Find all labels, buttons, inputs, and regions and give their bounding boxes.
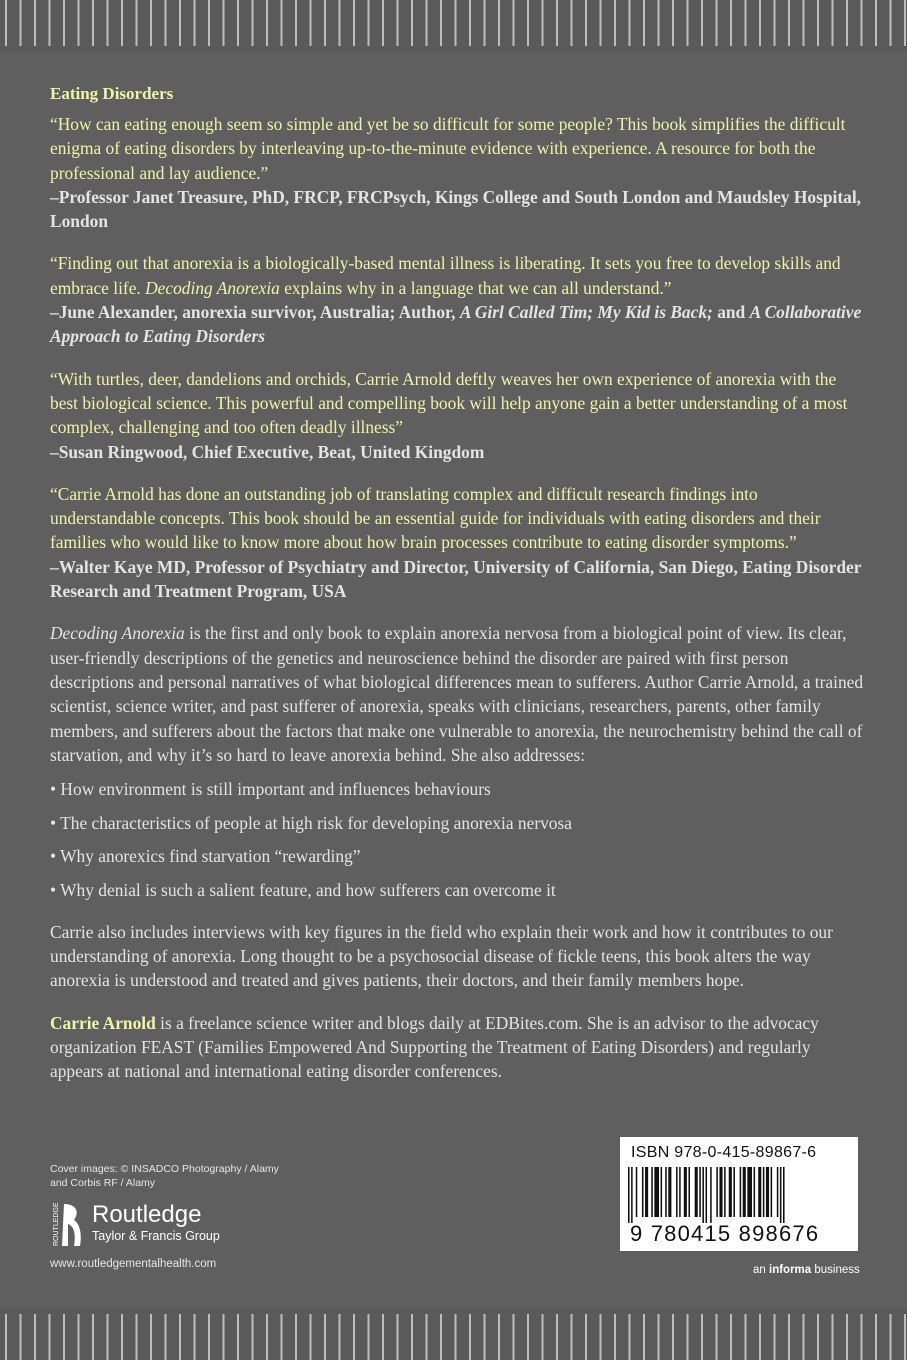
barcode-bar (651, 1167, 653, 1217)
barcode-bar (706, 1167, 708, 1223)
top-tick-border (0, 0, 907, 52)
cover-image-credits: Cover images: © INSADCO Photography / Alamy and Corbis RF / Alamy (50, 1163, 279, 1189)
barcode (628, 1167, 850, 1223)
barcode-bar (743, 1167, 746, 1217)
barcode-panel (620, 1137, 858, 1251)
barcode-bar (740, 1167, 742, 1217)
barcode-bar (661, 1167, 663, 1217)
barcode-bar (783, 1167, 785, 1223)
barcode-bar (780, 1167, 782, 1223)
barcode-bar (695, 1167, 698, 1217)
barcode-bar (668, 1167, 671, 1217)
quote-2-attribution: –June Alexander, anorexia survivor, Australia; Author, A Girl Called Tim; My Kid is Back; and A Collaborative Approach to Eating Disorders (50, 302, 862, 347)
barcode-bar (766, 1167, 769, 1217)
bottom-tick-border (0, 1308, 907, 1360)
barcode-bar (729, 1167, 732, 1217)
barcode-digits: 9 780415 898676 (630, 1221, 820, 1246)
publisher-subtitle: Taylor & Francis Group (92, 1229, 220, 1243)
logo-vertical-text: ROUTLEDGE (53, 1202, 60, 1246)
barcode-bar (724, 1167, 726, 1217)
publisher-website: www.routledgementalhealth.com (50, 1258, 217, 1270)
list-item: • Why anorexics find starvation “rewarding” (50, 846, 361, 867)
barcode-bar (763, 1167, 765, 1217)
author-bio: Carrie Arnold is a freelance science writer and blogs daily at EDBites.com. She is an advisor to the advocacy organization FEAST (Families Empowered And Supporting the Treatment of Eating Disorders) and regularly appears at national and international eating disorder conferences. (50, 1012, 819, 1082)
barcode-bar (754, 1167, 756, 1217)
barcode-bar (654, 1167, 659, 1217)
quote-4-text: “Carrie Arnold has done an outstanding job of translating complex and difficult research findings into understandable concepts. This book should be an essential guide for individuals with eating disorders and their families who would like to know more about how brain processes contribute to eating disorder symptoms.” (50, 483, 821, 553)
quote-3-text: “With turtles, deer, dandelions and orchids, Carrie Arnold deftly weaves her own experience of anorexia with the best biological science. This powerful and compelling book will help anyone gain a better understanding of a most complex, challenging and too often deadly illness” (50, 368, 848, 438)
category-heading: Eating Disorders (50, 84, 174, 103)
barcode-bar (665, 1167, 667, 1217)
barcode-bar (642, 1167, 644, 1217)
quote-2-text: “Finding out that anorexia is a biologically-based mental illness is liberating. It sets you free to develop skills and embrace life. Decoding Anorexia explains why in a language that we can all understand.” (50, 253, 841, 298)
isbn-label: ISBN 978-0-415-89867-6 (631, 1144, 817, 1161)
barcode-bar (716, 1167, 718, 1217)
back-cover-text (50, 84, 865, 1083)
closing-paragraph: Carrie also includes interviews with key figures in the field who explain their work and how it contributes to our understanding of anorexia. Long thought to be a psychosocial disease of fickle teens, this book alters the way anorexia is understood and treated and gives patients, their doctors, and their family members hope. (50, 921, 833, 991)
barcode-bar (771, 1167, 773, 1217)
barcode-bar (699, 1167, 701, 1217)
quote-4-attribution: –Walter Kaye MD, Professor of Psychiatry and Director, University of California, San Diego, Eating Disorder Research and Treatment Program, USA (50, 556, 862, 602)
feature-list (50, 777, 865, 902)
list-item: • Why denial is such a salient feature, and how sufferers can overcome it (50, 879, 556, 900)
barcode-bar (747, 1167, 752, 1217)
barcode-bar (733, 1167, 735, 1217)
barcode-bar (631, 1167, 633, 1223)
routledge-logo-icon (50, 1200, 84, 1248)
barcode-bar (777, 1167, 779, 1217)
list-item: • The characteristics of people at high risk for developing anorexia nervosa (50, 812, 572, 833)
barcode-bar (702, 1167, 704, 1223)
publisher-name: Routledge (92, 1201, 202, 1228)
book-title: Decoding Anorexia (50, 623, 185, 644)
barcode-bar (688, 1167, 690, 1217)
barcode-bar (719, 1167, 722, 1217)
barcode-bar (645, 1167, 648, 1217)
informa-business-mark: an informa business (753, 1264, 860, 1276)
routledge-logo (50, 1200, 240, 1250)
author-name: Carrie Arnold (50, 1012, 156, 1033)
barcode-bar (684, 1167, 687, 1217)
book-title: Decoding Anorexia (145, 277, 280, 298)
barcode-bar (679, 1167, 681, 1217)
quote-1-text: “How can eating enough seem so simple and yet be so difficult for some people? This book simplifies the difficult enigma of eating disorders by interleaving up-to-the-minute evidence with experience. A resource for both the professional and lay audience.” (50, 114, 846, 183)
quote-1-attribution: –Professor Janet Treasure, PhD, FRCP, FRCPsych, Kings College and South London and Maudsley Hospital, London (50, 186, 862, 232)
barcode-bar (628, 1167, 630, 1223)
quote-3-attribution: –Susan Ringwood, Chief Executive, Beat, United Kingdom (50, 441, 485, 462)
barcode-bar (758, 1167, 761, 1217)
list-item: • How environment is still important and influences behaviours (50, 779, 491, 800)
description-paragraph: Decoding Anorexia is the first and only book to explain anorexia nervosa from a biological point of view. Its clear, user-friendly descriptions of the genetics and neuroscience behind the disorder are paired with first person descriptions and personal narratives of what biological differences mean to sufferers. Author Carrie Arnold, a trained scientist, science writer, and past sufferer of anorexia, speaks with clinicians, researchers, parents, other family members, and sufferers about the factors that make one vulnerable to anorexia, the neurochemistry behind the call of starvation, and why it’s so hard to leave anorexia behind. She also addresses: (50, 623, 864, 765)
barcode-bar (676, 1167, 678, 1217)
barcode-bar (710, 1167, 712, 1223)
barcode-bar (636, 1167, 638, 1217)
